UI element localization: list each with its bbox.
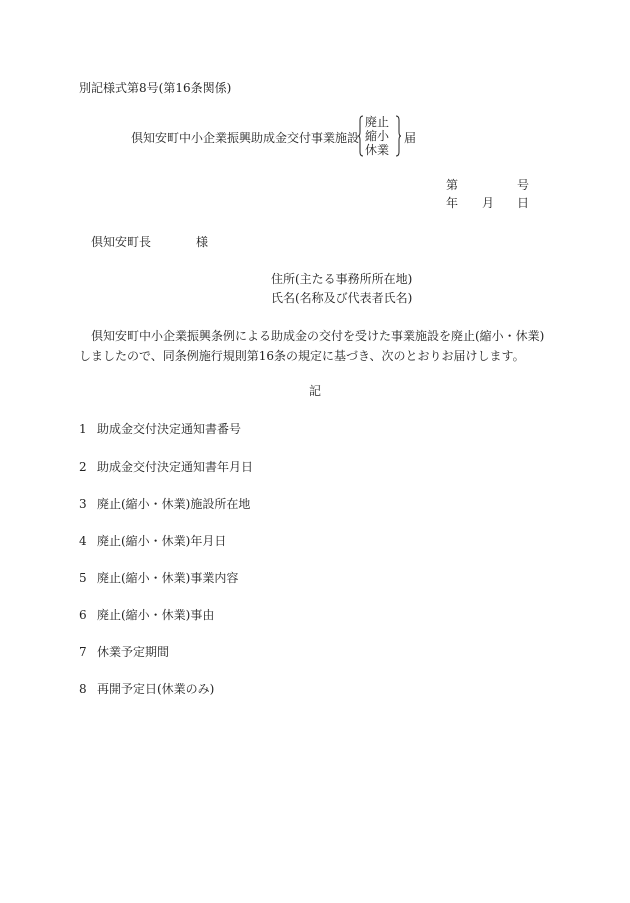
list-item: 7 休業予定期間 — [79, 645, 170, 659]
list-item: 6 廃止(縮小・休業)事由 — [79, 608, 215, 622]
number-prefix: 第 — [446, 178, 459, 192]
right-brace-icon — [395, 115, 400, 157]
form-label: 別記様式第8号(第16条関係) — [79, 81, 232, 95]
title-options — [365, 115, 395, 157]
applicant-address-label: 住所(主たる事務所所在地) — [271, 272, 413, 286]
list-item: 5 廃止(縮小・休業)事業内容 — [79, 571, 239, 585]
option-haishi: 廃止 — [365, 115, 390, 129]
body-text: 倶知安町中小企業振興条例による助成金の交付を受けた事業施設を廃止(縮小・休業)しましたので、同条例施行規則第16条の規定に基づき、次のとおりお届けします。 — [79, 329, 545, 363]
list-item: 3 廃止(縮小・休業)施設所在地 — [79, 497, 251, 511]
title-main: 倶知安町中小企業振興助成金交付事業施設 — [131, 131, 360, 145]
date-year: 年 — [446, 196, 459, 210]
list-item: 2 助成金交付決定通知書年月日 — [79, 460, 254, 474]
number-suffix: 号 — [517, 178, 530, 192]
note-heading: 記 — [309, 384, 322, 398]
option-shukusho: 縮小 — [365, 129, 390, 143]
body-paragraph — [79, 326, 554, 366]
list-item: 1 助成金交付決定通知書番号 — [79, 422, 242, 436]
option-kyugyo: 休業 — [365, 143, 390, 157]
left-brace-icon — [358, 115, 363, 157]
date-month: 月 — [482, 196, 495, 210]
list-item: 4 廃止(縮小・休業)年月日 — [79, 534, 227, 548]
date-day: 日 — [517, 196, 530, 210]
addressee-honorific: 様 — [196, 235, 209, 249]
title-suffix: 届 — [404, 131, 417, 145]
list-item: 8 再開予定日(休業のみ) — [79, 682, 215, 696]
applicant-name-label: 氏名(名称及び代表者氏名) — [271, 291, 413, 305]
addressee-name: 倶知安町長 — [91, 235, 152, 249]
